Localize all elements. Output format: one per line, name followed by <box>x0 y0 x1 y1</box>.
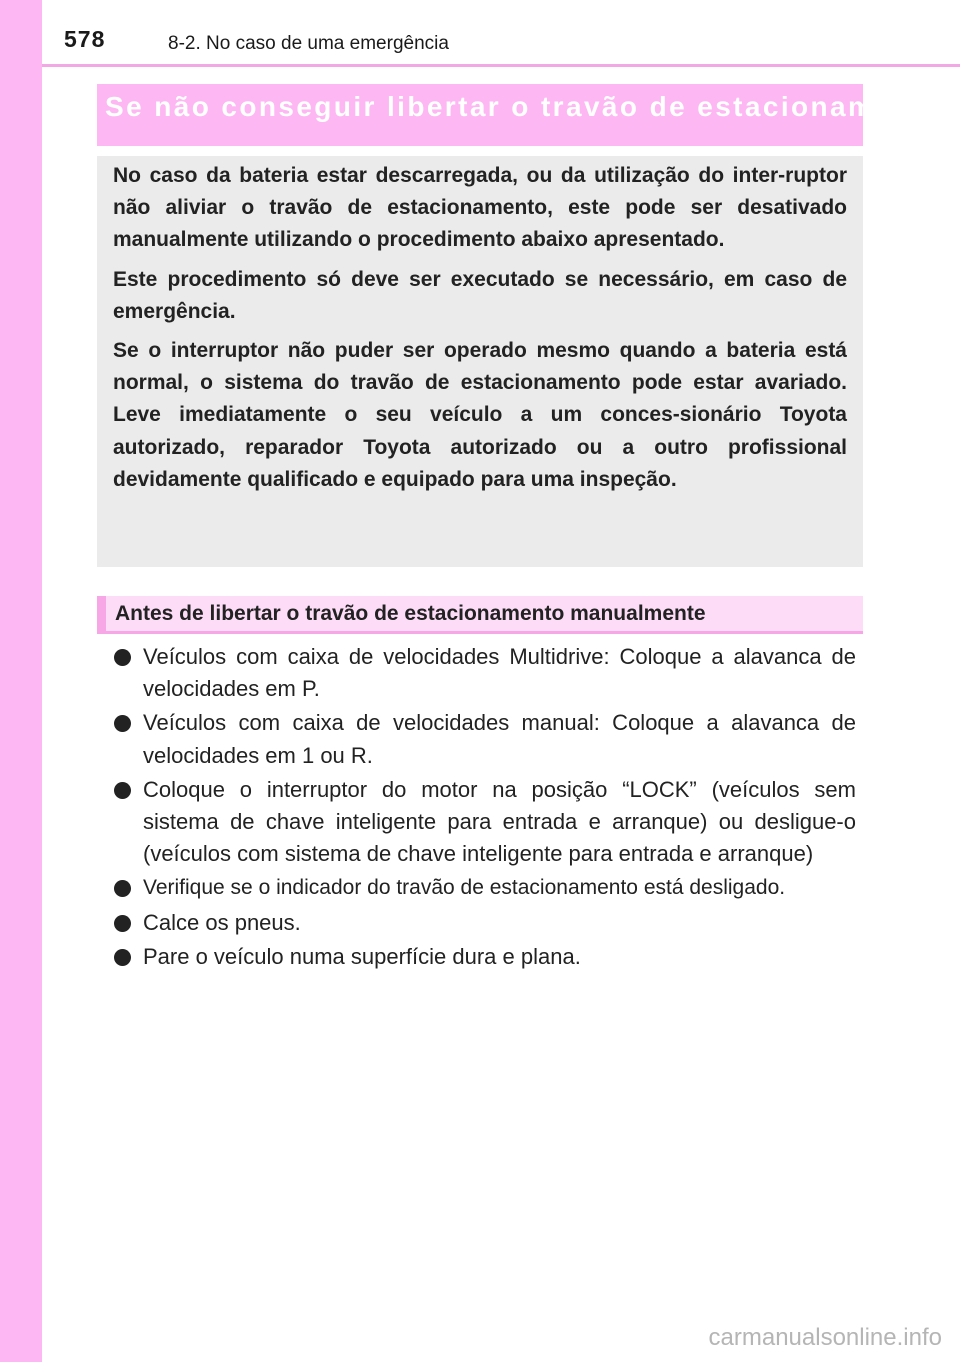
info-box <box>97 156 863 567</box>
list-item-text: Verifique se o indicador do travão de estacionamento está desligado. <box>143 876 786 900</box>
bullet-icon <box>114 649 131 666</box>
list-item <box>114 641 856 705</box>
bullet-icon <box>114 715 131 732</box>
list-item <box>114 941 856 973</box>
header-divider <box>42 64 960 67</box>
list-item-text: Calce os pneus. <box>143 909 301 935</box>
list-item-text: Veículos com caixa de velocidades Multidrive: Coloque a alavanca de velocidades em P. <box>143 644 856 702</box>
page-number: 578 <box>64 26 106 52</box>
subsection-header <box>97 596 863 634</box>
bullet-list <box>114 641 856 975</box>
list-item <box>114 774 856 871</box>
subsection-title: Antes de libertar o travão de estacionamento manualmente <box>115 602 706 625</box>
bullet-icon <box>114 782 131 799</box>
list-item <box>114 907 856 939</box>
list-item <box>114 707 856 771</box>
list-item-text: Coloque o interruptor do motor na posição “LOCK” (veículos sem sistema de chave inteligente para entrada e arranque) ou desligue-o (veículos com sistema de chave inteligente para entrada e arranque) <box>143 776 856 867</box>
list-item <box>114 872 856 904</box>
page-edge-tab <box>0 0 42 1362</box>
bullet-icon <box>114 949 131 966</box>
bullet-icon <box>114 880 131 897</box>
list-item-text: Veículos com caixa de velocidades manual: Coloque a alavanca de velocidades em 1 ou R. <box>143 710 856 768</box>
info-paragraph: Se o interruptor não puder ser operado mesmo quando a bateria está normal, o sistema do travão de estacionamento pode estar avariado. Leve imediatamente o seu veículo a um conces-sionário Toyota autorizado, reparador Toyota autorizado ou a outro profissional devidamente qualificado e equipado para uma inspeção. <box>113 339 847 491</box>
info-paragraph: No caso da bateria estar descarregada, ou da utilização do inter-ruptor não aliviar o travão de estacionamento, este pode ser desativado manualmente utilizando o procedimento abaixo apresentado. <box>113 164 847 252</box>
watermark: carmanualsonline.info <box>708 1324 942 1351</box>
info-paragraph: Este procedimento só deve ser executado se necessário, em caso de emergência. <box>113 267 847 323</box>
title-banner <box>97 84 945 146</box>
section-title: 8-2. No caso de uma emergência <box>168 33 449 54</box>
list-item-text: Pare o veículo numa superfície dura e plana. <box>143 943 581 969</box>
bullet-icon <box>114 915 131 932</box>
page-heading: Se não conseguir libertar o travão de estacionamento <box>105 91 945 122</box>
